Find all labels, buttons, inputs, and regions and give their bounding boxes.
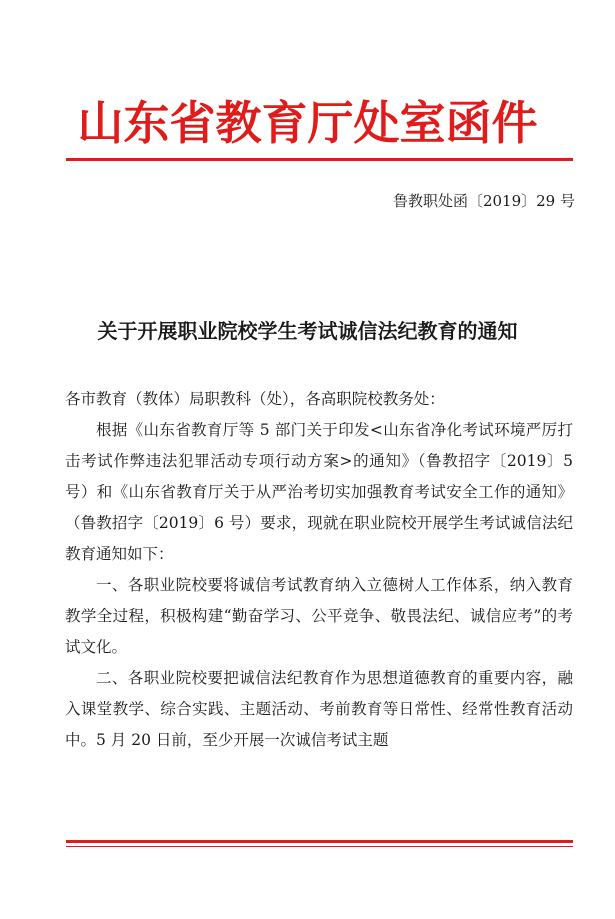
paragraph-preamble: 根据《山东省教育厅等 5 部门关于印发<山东省净化考试环境严厉打击考试作弊违法犯罪活动专项行动方案>的通知》（鲁教招字〔2019〕5 号）和《山东省教育厅关于从严治考切实加强教育考试安全工作的通知》（鲁教招字〔2019〕6 号）要求，现就在职业院校开展学生考试诚信法纪教育通知如下： [65,421,573,563]
footer-red-rule-thick [66,840,573,843]
masthead-red-rule [66,158,573,161]
document-body [65,384,573,756]
document-number: 鲁教职处函〔2019〕29 号 [392,192,575,210]
paragraph-item-1: 一、各职业院校要将诚信考试教育纳入立德树人工作体系，纳入教育教学全过程，积极构建“勤奋学习、公平竞争、敬畏法纪、诚信应考”的考试文化。 [65,576,573,656]
salutation: 各市教育（教体）局职教科（处），各高职院校教务处： [65,390,445,408]
document-title: 关于开展职业院校学生考试诚信法纪教育的通知 [97,319,518,343]
masthead-title: 山东省教育厅处室函件 [77,96,538,150]
footer-red-rule-thin [66,846,573,847]
paragraph-item-2: 二、各职业院校要把诚信法纪教育作为思想道德教育的重要内容，融入课堂教学、综合实践、主题活动、考前教育等日常性、经常性教育活动中。5 月 20 日前，至少开展一次诚信考试主题 [65,669,573,749]
